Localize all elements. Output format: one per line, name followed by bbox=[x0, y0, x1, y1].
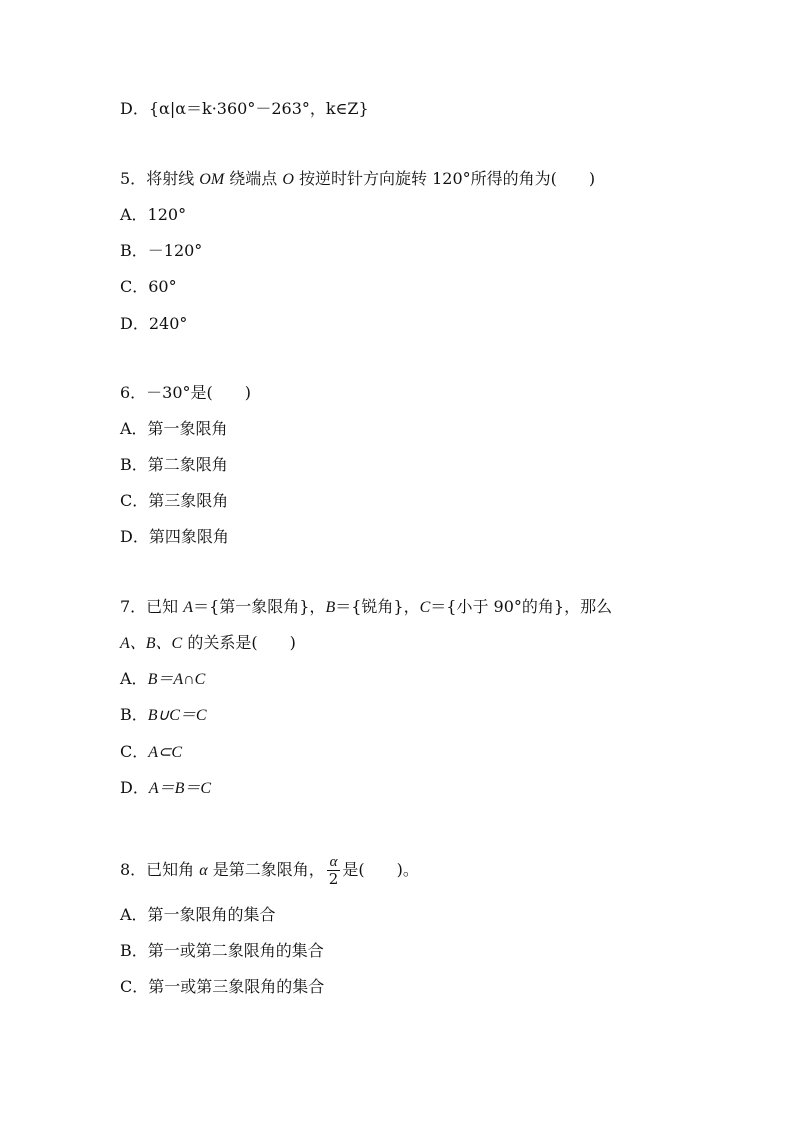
q6-stem: 6．－30°是( ) bbox=[120, 383, 252, 402]
q7-stem-line1: 7．已知 A＝{第一象限角}，B＝{锐角}，C＝{小于 90°的角}，那么 bbox=[120, 597, 613, 616]
q5-option-a: A．120° bbox=[120, 205, 187, 224]
q6-option-c: C．第三象限角 bbox=[120, 491, 229, 510]
q7-option-c: C．A⊂C bbox=[120, 742, 183, 761]
q5-option-c: C．60° bbox=[120, 277, 177, 296]
q5-option-d: D．240° bbox=[120, 314, 188, 333]
q6-option-d: D．第四象限角 bbox=[120, 527, 229, 546]
q5-stem: 5．将射线 OM 绕端点 O 按逆时针方向旋转 120°所得的角为( ) bbox=[120, 169, 596, 188]
q7-option-a: A．B＝A∩C bbox=[120, 669, 206, 688]
q5-number: 5． bbox=[120, 169, 147, 188]
q8-stem: 8．已知角 α 是第二象限角， $\frac{\alpha}{2}$ 是( )。 bbox=[120, 854, 419, 888]
q6-option-a: A．第一象限角 bbox=[120, 419, 228, 438]
q6-option-b: B．第二象限角 bbox=[120, 455, 228, 474]
q8-option-b: B．第一或第二象限角的集合 bbox=[120, 941, 324, 960]
q4-option-d: D．{α|α＝k·360°－263°，k∈Z} bbox=[120, 99, 369, 118]
point-o: O bbox=[282, 171, 294, 188]
q7-stem-line2: A、B、C 的关系是( ) bbox=[120, 633, 296, 652]
q8-option-c: C．第一或第三象限角的集合 bbox=[120, 977, 325, 996]
q7-option-d: D．A＝B＝C bbox=[120, 778, 212, 797]
q7-option-b: B．B∪C＝C bbox=[120, 705, 207, 724]
ray-om: OM bbox=[199, 171, 225, 188]
fraction-alpha-over-2: $\frac{\alpha}{2}$ bbox=[328, 854, 339, 888]
q5-option-b: B．－120° bbox=[120, 241, 203, 260]
q8-option-a: A．第一象限角的集合 bbox=[120, 905, 276, 924]
